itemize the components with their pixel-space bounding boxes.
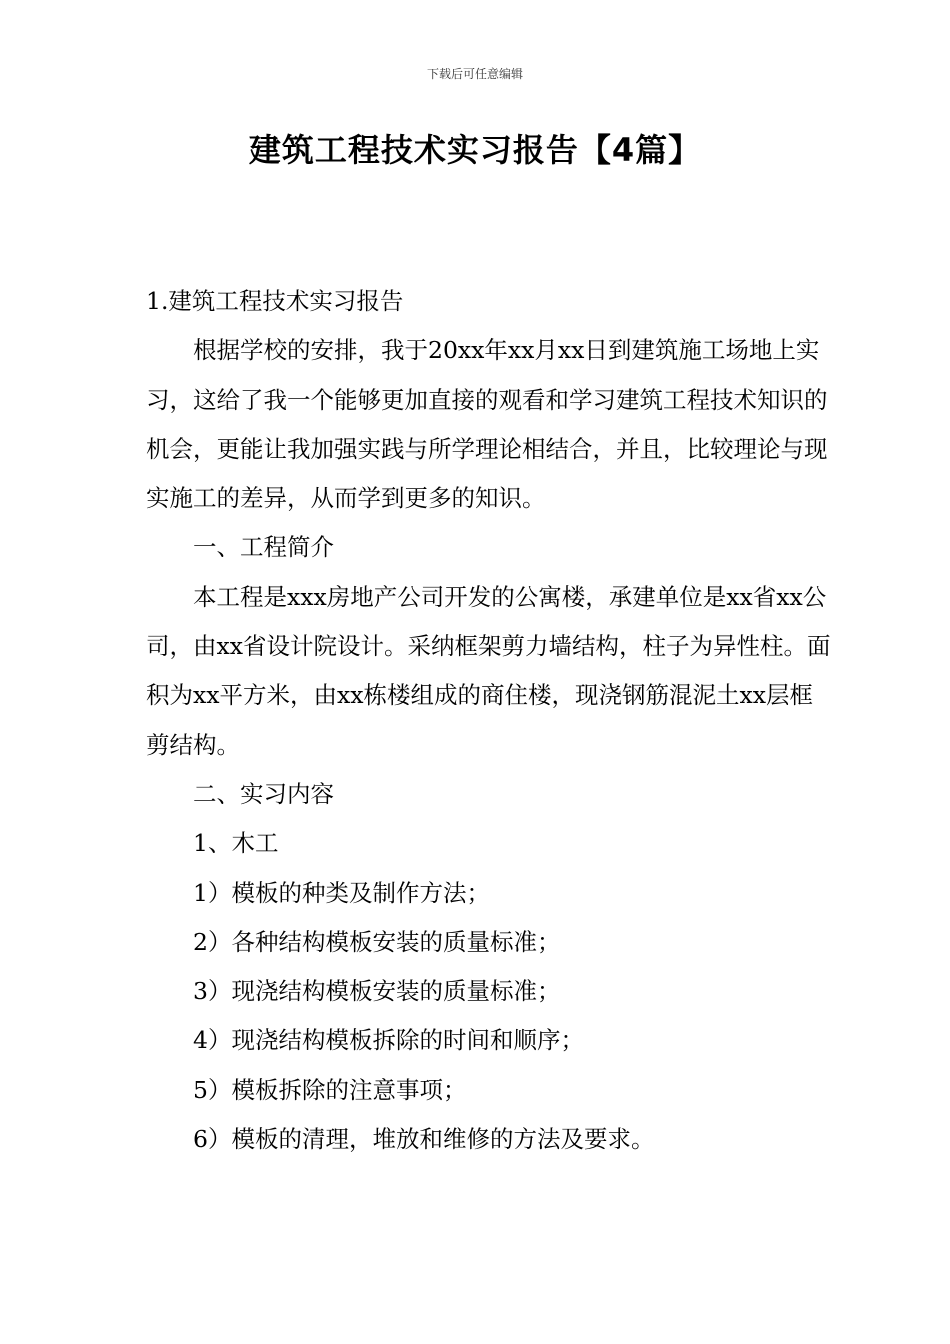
document-body [146, 277, 836, 1164]
part1-paragraph: 本工程是xxx房地产公司开发的公寓楼，承建单位是xx省xx公司，由xx省设计院设计。采纳框架剪力墙结构，柱子为异性柱。面积为xx平方米，由xx栋楼组成的商住楼，现浇钢筋混泥土xx层框剪结构。 [146, 582, 831, 759]
subsection-heading: 1、木工 [193, 829, 279, 858]
list-item: 6）模板的清理，堆放和维修的方法及要求。 [193, 1125, 655, 1154]
header-note: 下载后可任意编辑 [426, 67, 523, 81]
intro-paragraph: 根据学校的安排，我于20xx年xx月xx日到建筑施工场地上实习，这给了我一个能够更加直接的观看和学习建筑工程技术知识的机会，更能让我加强实践与所学理论相结合，并且，比较理论与现实施工的差异，从而学到更多的知识。 [146, 336, 828, 513]
list-item: 5）模板拆除的注意事项； [193, 1075, 467, 1104]
list-item: 1）模板的种类及制作方法； [193, 878, 490, 907]
part1-heading: 一、工程简介 [193, 533, 334, 562]
list-item: 3）现浇结构模板安装的质量标准； [193, 977, 561, 1006]
part2-heading: 二、实习内容 [193, 779, 334, 808]
list-item: 2）各种结构模板安装的质量标准； [193, 927, 561, 956]
list-item: 4）现浇结构模板拆除的时间和顺序； [193, 1026, 584, 1055]
document-title: 建筑工程技术实习报告【4篇】 [248, 131, 702, 169]
section-heading: 1.建筑工程技术实习报告 [146, 287, 404, 315]
